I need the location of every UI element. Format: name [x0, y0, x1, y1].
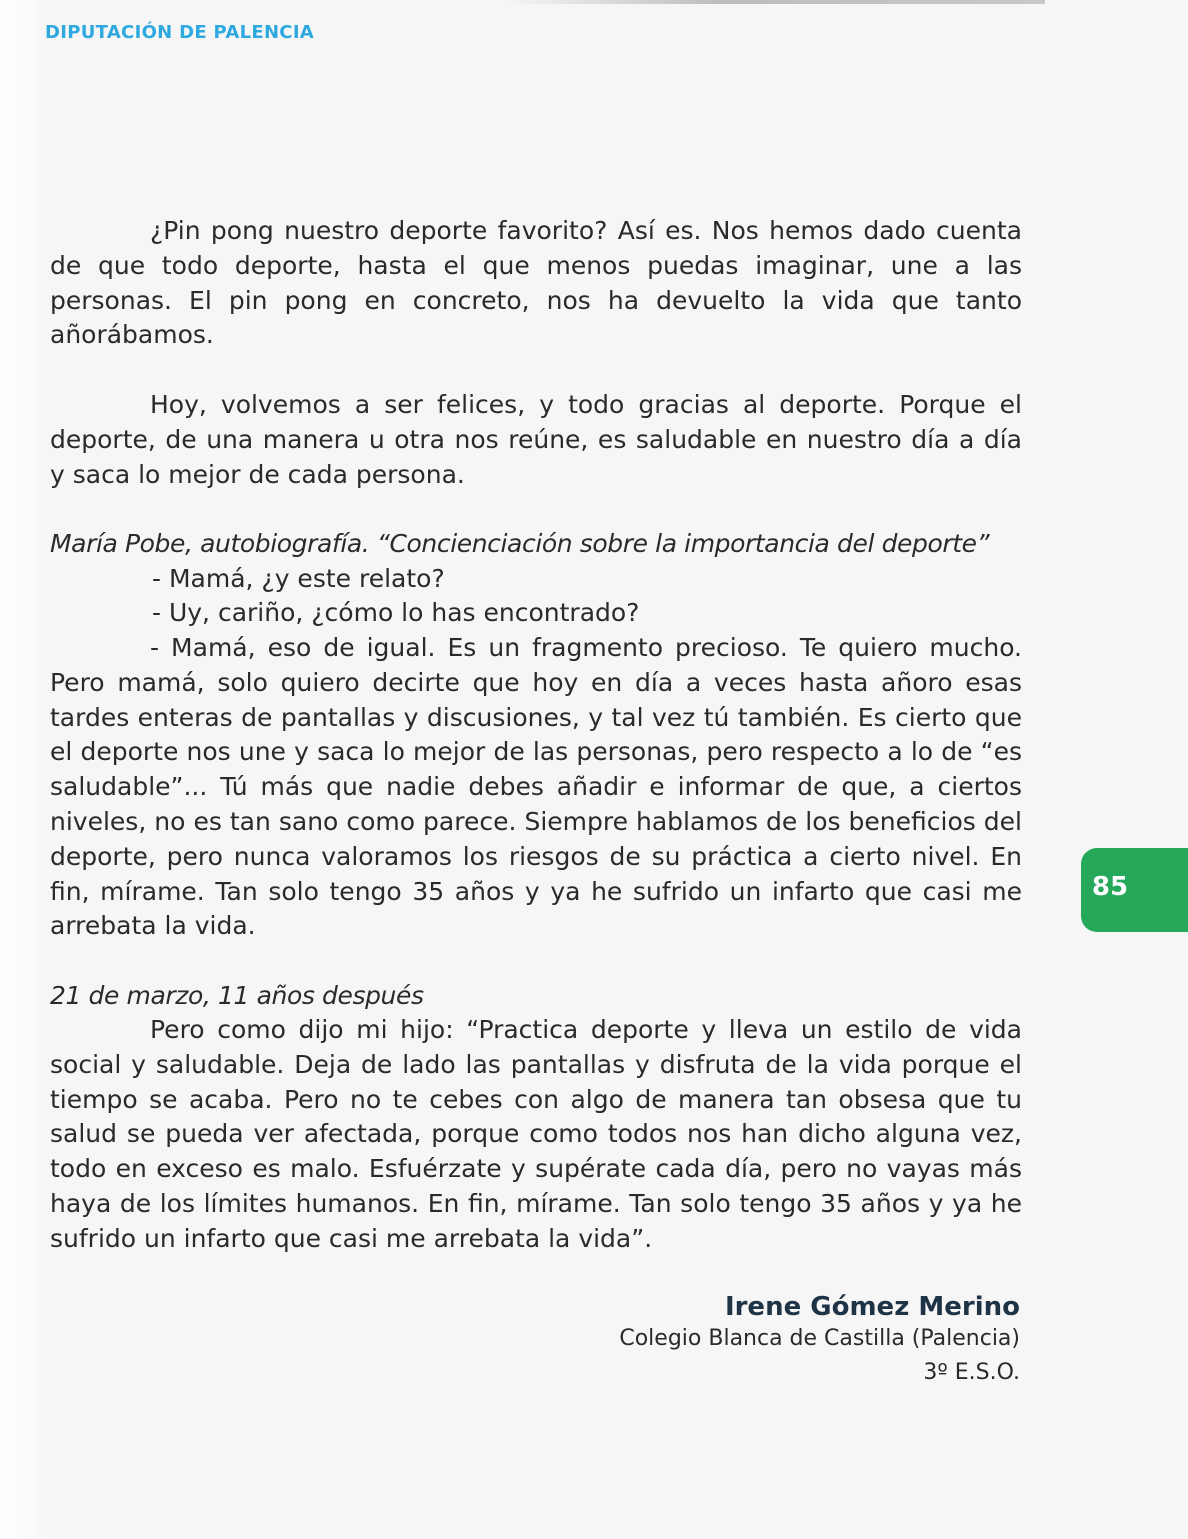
paragraph-3: - Mamá, eso de igual. Es un fragmento precioso. Te quiero mucho. Pero mamá, solo quiero decirte que hoy en día a veces hasta añoro esas tardes enteras de pantallas y discusiones, y tal vez tú también. Es cierto que el deporte nos une y saca lo mejor de las personas, pero respecto a lo de “es saludable”... Tú más que nadie debes añadir e informar de que, a ciertos niveles, no es tan sano como parece. Siempre hablamos de los beneficios del deporte, pero nunca valoramos los riesgos de su práctica a cierto nivel. En fin, mírame. Tan solo tengo 35 años y ya he sufrido un infarto que casi me arrebata la vida.	[50, 633, 1022, 941]
dateline: 21 de marzo, 11 años después	[50, 981, 424, 1010]
paragraph-2: Hoy, volvemos a ser felices, y todo gracias al deporte. Porque el deporte, de una manera u otra nos reúne, es saludable en nuestro día a día y saca lo mejor de cada persona.	[50, 390, 1022, 489]
paragraph-1: ¿Pin pong nuestro deporte favorito? Así es. Nos hemos dado cuenta de que todo deporte, hasta el que menos puedas imaginar, une a las personas. El pin pong en concreto, nos ha devuelto la vida que tanto añorábamos.	[50, 216, 1022, 350]
page-gutter-shadow	[0, 0, 46, 1539]
dialogue-line-1: - Mamá, ¿y este relato?	[152, 564, 445, 593]
top-rule	[505, 0, 1045, 4]
paragraph-4: Pero como dijo mi hijo: “Practica deporte y lleva un estilo de vida social y saludable. Deja de lado las pantallas y disfruta de la vida porque el tiempo se acaba. Pero no te cebes con algo de manera tan obsesa que tu salud se pueda ver afectada, porque como todos nos han dicho alguna vez, todo en exceso es malo. Esfuérzate y supérate cada día, pero no vayas más haya de los límites humanos. En fin, mírame. Tan solo tengo 35 años y ya he sufrido un infarto que casi me arrebata la vida”.	[50, 1015, 1022, 1253]
author-name: Irene Gómez Merino	[724, 1292, 1020, 1322]
dialogue-line-2: - Uy, cariño, ¿cómo lo has encontrado?	[152, 598, 640, 627]
author-school: Colegio Blanca de Castilla (Palencia)	[619, 1326, 1020, 1351]
citation-line: María Pobe, autobiografía. “Concienciación sobre la importancia del deporte”	[50, 529, 990, 558]
author-grade: 3º E.S.O.	[923, 1360, 1020, 1385]
publisher-header: DIPUTACIÓN DE PALENCIA	[45, 22, 315, 43]
page-number: 85	[1091, 872, 1129, 902]
